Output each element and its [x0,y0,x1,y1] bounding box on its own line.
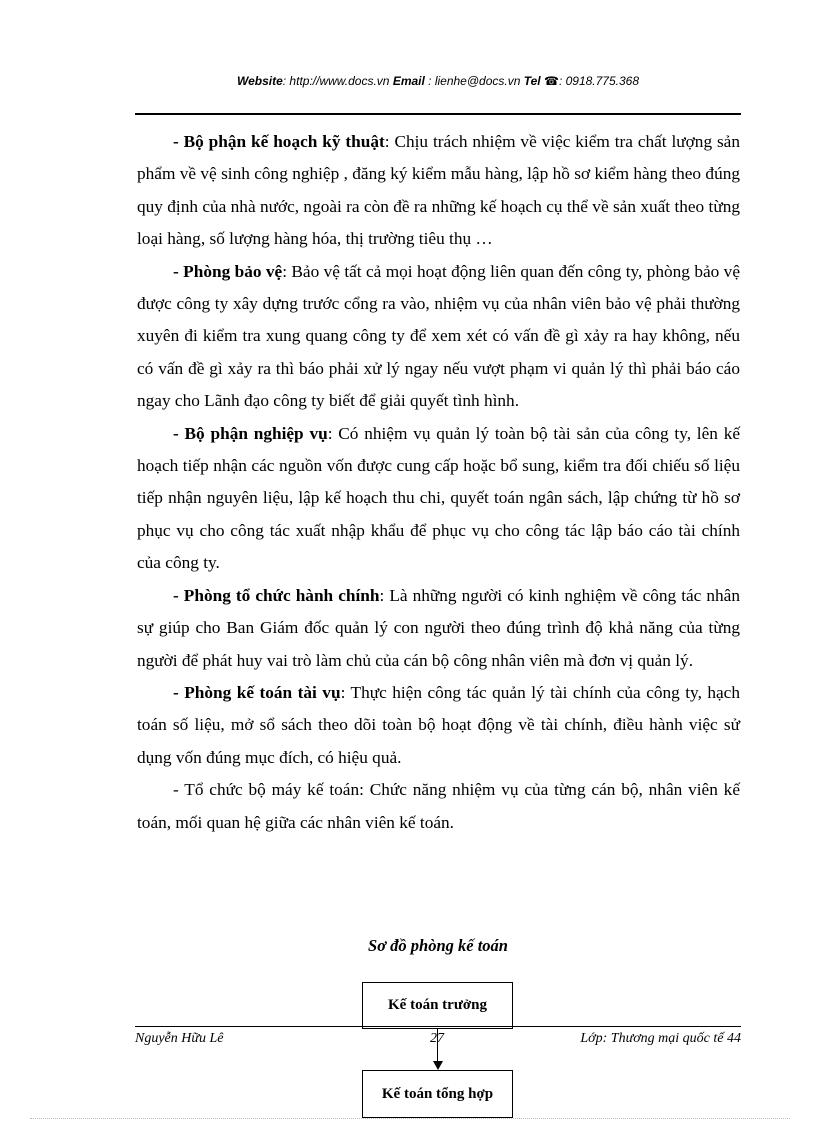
paragraph-technical-planning [137,126,740,256]
paragraph-text: : Chịu trách nhiệm về việc kiểm tra chất lượng sản phẩm về vệ sinh công nghiệp , đăng ký kiểm mẫu hàng, lập hồ sơ kiểm hàng theo đúng quy định của nhà nước, ngoài ra còn đề ra những kế hoạch cụ thể về sản xuất theo từng loại hàng, số lượng hàng hóa, thị trường tiêu thụ … [137,132,740,249]
paragraph-administration [137,580,740,677]
tel-value: : 0918.775.368 [558,74,640,88]
footer-divider [135,1026,741,1027]
paragraph-heading: - Bộ phận nghiệp vụ [173,423,328,443]
footer-class: Lớp: Thương mại quốc tế 44 [580,1031,741,1046]
paragraph-operations [137,418,740,580]
paragraph-heading: - Phòng tổ chức hành chính [173,585,380,605]
paragraph-text: : Có nhiệm vụ quản lý toàn bộ tài sản của công ty, lên kế hoạch tiếp nhận các nguồn vốn được cung cấp hoặc bổ sung, kiểm tra đối chiếu số liệu tiếp nhận nguyên liệu, lập kế hoạch thu chi, quyết toán ngân sách, lập chứng từ hồ sơ phục vụ cho công tác xuất nhập khẩu để phục vụ cho công tác lập báo cáo tài chính của công ty. [137,423,741,573]
paragraph-finance [137,677,740,774]
paragraph-text: - Tổ chức bộ máy kế toán: Chức năng nhiệm vụ của từng cán bộ, nhân viên kế toán, mối quan hệ giữa các nhân viên kế toán. [137,780,740,832]
header-divider [135,113,741,115]
email-label: Email [392,74,425,88]
paragraph-text: : Bảo vệ tất cả mọi hoạt động liên quan đến công ty, phòng bảo vệ được công ty xây dựng trước cổng ra vào, nhiệm vụ của nhân viên bảo vệ phải thường xuyên đi kiểm tra xung quang công ty để xem xét có vấn đề gì xảy ra hay không, nếu có vấn đề gì xảy ra thì báo phải xử lý ngay nếu vượt phạm vi quản lý thì phải báo cáo ngay cho Lãnh đạo công ty biết để giải quyết tình hình. [137,261,740,411]
paragraph-heading: - Phòng kế toán tài vụ [173,682,341,702]
paragraph-heading: - Bộ phận kế hoạch kỹ thuật [173,132,385,151]
paragraph-heading: - Phòng bảo vệ [173,261,283,281]
chief-accountant-box: Kế toán trưởng [362,982,513,1029]
bottom-dotted-rule [30,1118,790,1119]
email-value: : lienhe@docs.vn [424,74,524,88]
tel-label: Tel [523,74,541,88]
arrow-down-icon [433,1061,443,1070]
general-accountant-box: Kế toán tổng hợp [362,1070,513,1118]
document-body [137,126,740,839]
footer-author: Nguyễn Hữu Lê [135,1031,224,1046]
phone-icon: ☎ [543,74,559,88]
paragraph-text: : Là những người có kinh nghiệm về công tác nhân sự giúp cho Ban Giám đốc quản lý con người theo đúng trình độ khả năng của từng người để phát huy vai trò làm chủ của cán bộ công nhân viên mà đơn vị quản lý. [137,585,740,670]
paragraph-text: : Thực hiện công tác quản lý tài chính của công ty, hạch toán số liệu, mở sổ sách theo dõi toàn bộ hoạt động về tài chính, điều hành việc sử dụng vốn đúng mục đích, có hiệu quả. [137,682,740,767]
website-label: Website [236,74,283,88]
paragraph-security [137,256,740,418]
page-header [135,74,741,88]
paragraph-accounting-structure [137,774,740,839]
website-value: : http://www.docs.vn [282,74,393,88]
page-number: 27 [430,1031,444,1046]
diagram-title: Sơ đồ phòng kế toán [368,936,508,955]
